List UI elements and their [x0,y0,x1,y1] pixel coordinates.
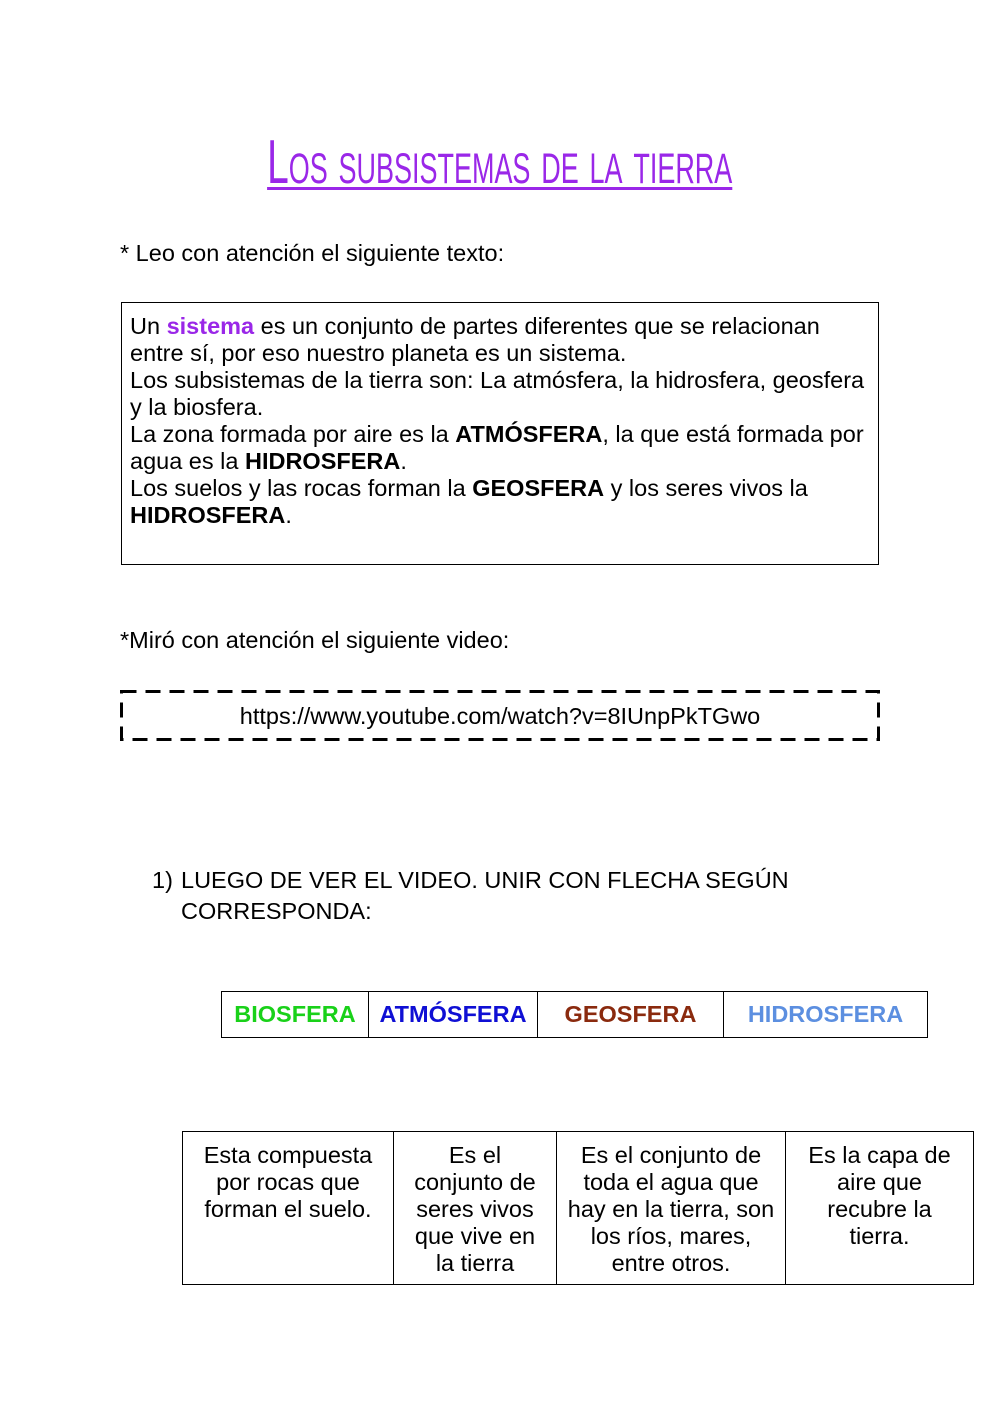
reading-line [130,313,864,340]
definition-line: forman el suelo. [204,1196,372,1222]
definition-line: conjunto de [414,1169,536,1195]
reading-text-segment: es un conjunto de partes diferentes que se relacionan [254,313,820,339]
term-biosfera[interactable]: BIOSFERA [234,1001,356,1027]
reading-text-segment: La zona formada por aire es la [130,421,456,447]
definition-line: Esta compuesta [203,1142,373,1168]
definition-line: que vive en [414,1223,536,1249]
terms-table [221,991,928,1038]
reading-text-segment: y los seres vivos la [604,475,808,501]
reading-text-segment: . [400,448,407,474]
definition-line: recubre la [827,1196,932,1222]
video-link-row [120,703,880,730]
definition-line: seres vivos [416,1196,534,1222]
reading-text-segment: , la que está formada por [602,421,864,447]
reading-line [130,421,864,448]
reading-box [121,302,879,565]
definition-line: tierra. [849,1223,910,1249]
reading-line [130,340,864,367]
reading-text-segment: Un [130,313,167,339]
reading-text-segment: agua es la [130,448,245,474]
reading-text-segment: entre sí, por eso nuestro planeta es un sistema. [130,340,627,366]
keyword-geosfera: GEOSFERA [472,475,605,501]
definition-line: aire que [837,1169,922,1195]
term-geosfera[interactable]: GEOSFERA [537,992,723,1037]
definition-rocas[interactable] [183,1132,393,1284]
page-title-text: Los subsistemas de la tierra [267,128,733,197]
keyword-sistema: sistema [166,313,255,339]
reading-text-segment: Los suelos y las rocas forman la [130,475,473,501]
reading-text-segment: y la biosfera. [130,394,264,420]
reading-text-segment: Los subsistemas de la tierra son: La atmósfera, la hidrosfera, geosfera [130,367,865,393]
video-instruction: *Miró con atención el siguiente video: [120,627,510,653]
definition-agua[interactable] [556,1132,785,1284]
definition-line: Es el conjunto de [580,1142,762,1168]
keyword-atmosfera: ATMÓSFERA [455,421,603,447]
reading-line [130,367,864,394]
read-instruction: * Leo con atención el siguiente texto: [120,240,505,266]
term-hidrosfera[interactable]: HIDROSFERA [723,992,927,1037]
definition-aire[interactable] [785,1132,973,1284]
term-atmosfera[interactable]: ATMÓSFERA [368,992,537,1037]
definition-line: Es la capa de [808,1142,951,1168]
definition-line: por rocas que [216,1169,360,1195]
definition-seres-vivos[interactable] [393,1132,556,1284]
question-text: LUEGO DE VER EL VIDEO. UNIR CON FLECHA SEGÚN [181,867,789,893]
reading-text-segment: . [285,502,292,528]
reading-line [130,394,864,421]
question-text: CORRESPONDA: [181,898,372,924]
keyword-hidrosfera: HIDROSFERA [130,502,286,528]
reading-line [130,502,864,529]
definition-line: Es el [448,1142,502,1168]
definition-line: toda el agua que [583,1169,759,1195]
definition-line: los ríos, mares, [590,1223,752,1249]
question-number: 1) [152,867,173,893]
reading-line [130,448,864,475]
page-title [0,128,1000,198]
definition-line: entre otros. [611,1250,731,1276]
keyword-hidrosfera: HIDROSFERA [244,448,401,474]
definitions-table [182,1131,974,1285]
definition-line: hay en la tierra, son [567,1196,775,1222]
video-link[interactable]: https://www.youtube.com/watch?v=8IUnpPkTGwo [239,703,761,729]
reading-line [130,475,864,502]
reading-text [130,313,864,529]
definition-line: la tierra [435,1250,515,1276]
